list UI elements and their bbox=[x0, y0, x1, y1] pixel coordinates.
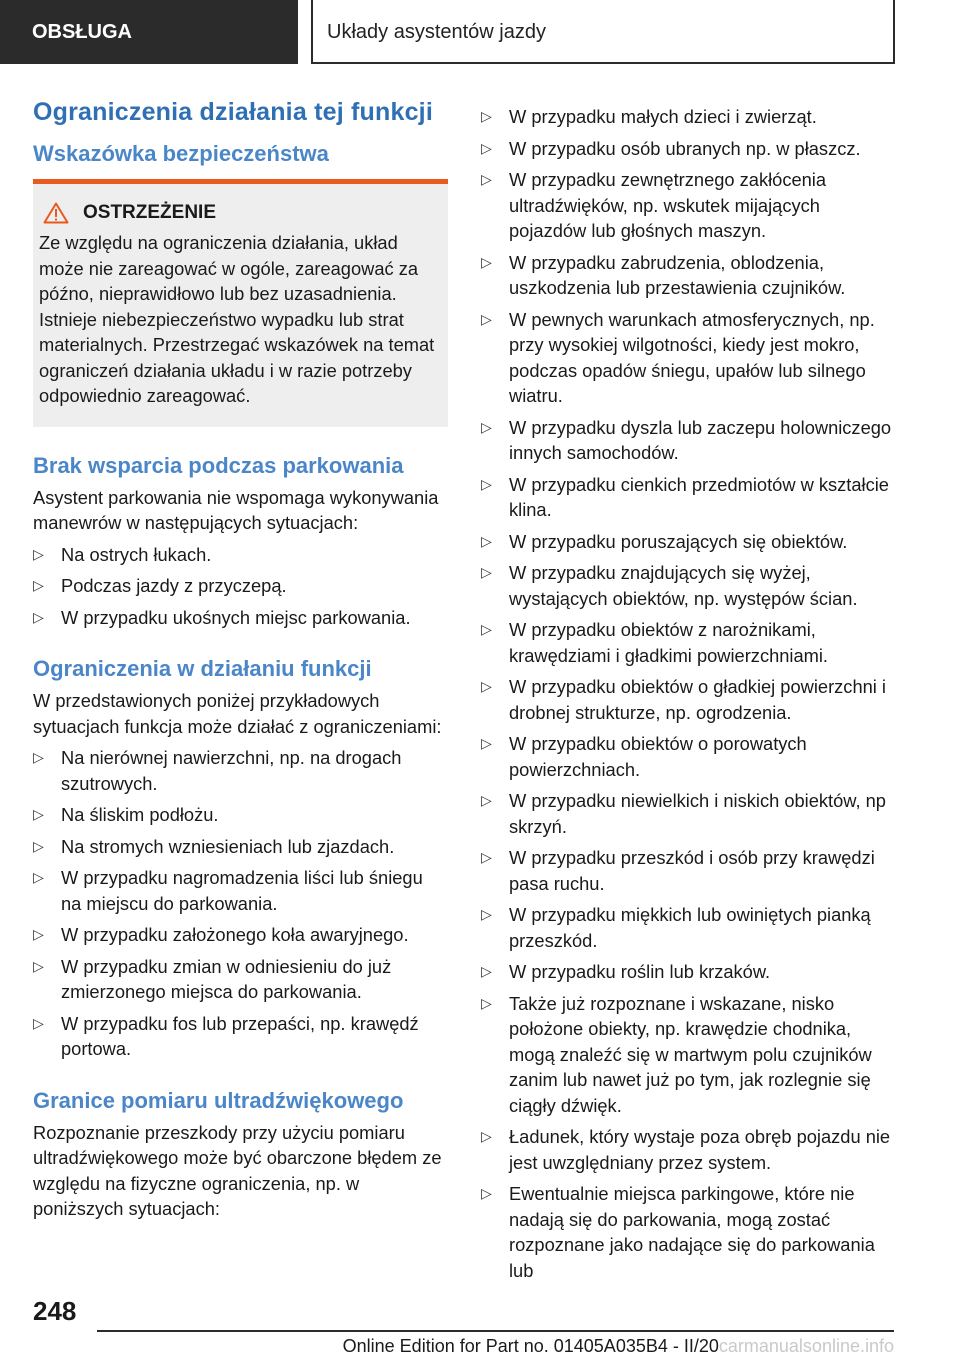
triangle-right-icon: ▷ bbox=[33, 1014, 44, 1031]
parking-heading: Brak wsparcia podczas parkowania bbox=[33, 452, 404, 478]
list-item-text: W pewnych warunkach atmosferycznych, np. przy wysokiej wilgotności, kiedy jest mokro, podczas opadów śniegu, upałów lub silnego wiatru. bbox=[509, 308, 875, 406]
ultrasonic-heading: Granice pomiaru ultradźwiękowego bbox=[33, 1087, 404, 1113]
triangle-right-icon: ▷ bbox=[33, 869, 44, 885]
list-item bbox=[33, 922, 448, 948]
list-item-text: W przypadku osób ubranych np. w płaszcz. bbox=[509, 137, 861, 159]
list-item-text: W przypadku znajdujących się wyżej, wystających obiektów, np. występów ścian. bbox=[509, 562, 858, 609]
section-title: Ograniczenia działania tej funkcji bbox=[33, 98, 433, 126]
list-item-text: W przypadku obiektów o porowatych powierzchniach. bbox=[509, 733, 807, 780]
list-item-text: W przypadku zabrudzenia, oblodzenia, uszkodzenia lub przestawienia czujników. bbox=[509, 251, 846, 298]
safety-heading: Wskazówka bezpieczeństwa bbox=[33, 141, 329, 166]
triangle-right-icon: ▷ bbox=[481, 564, 492, 580]
triangle-right-icon: ▷ bbox=[481, 1185, 492, 1201]
warning-title bbox=[39, 202, 440, 224]
list-item bbox=[481, 167, 894, 244]
warning-text: Ze względu na ograniczenia działania, układ może nie zareagować w ogóle, zareagować za późno, nieprawidłowo lub bez uzasadnienia. Istnieje niebezpieczeństwo wypadku lub strat materialnych. Przestrzegać wskazówek na temat ograniczeń działania układu i w razie potrzeby odpowiednio zareagować. bbox=[39, 232, 435, 406]
list-item-text: W przypadku obiektów z narożnikami, krawędziami i gładkimi powierzchniami. bbox=[509, 619, 829, 666]
limits-list bbox=[33, 745, 448, 1062]
list-item-text: Na śliskim podłożu. bbox=[61, 804, 219, 825]
list-item-text: Na stromych wzniesieniach lub zjazdach. bbox=[61, 835, 395, 857]
triangle-right-icon: ▷ bbox=[33, 837, 44, 854]
list-item bbox=[481, 472, 894, 523]
list-item-text: W przypadku zmian w odniesieniu do już zmierzonego miejsca do parkowania. bbox=[61, 955, 392, 1002]
warning-triangle-icon bbox=[43, 202, 69, 224]
list-item-text: W przypadku przeszkód i osób przy krawędzi pasa ruchu. bbox=[509, 847, 875, 894]
list-item bbox=[481, 104, 894, 130]
limits-intro: W przedstawionych poniżej przykładowych sytuacjach funkcja może działać z ograniczeniami: bbox=[33, 690, 442, 737]
list-item-text: Także już rozpoznane i wskazane, nisko położone obiekty, np. krawędzie chodnika, mogą znaleźć się w martwym polu czujników zanim lub nawet już po tym, jak rozlegnie się ciągły dźwięk. bbox=[509, 992, 872, 1116]
triangle-right-icon: ▷ bbox=[481, 532, 492, 549]
header-chapter-label: Układy asystentów jazdy bbox=[327, 21, 546, 43]
list-item bbox=[481, 307, 894, 409]
list-item-text: W przypadku poruszających się obiektów. bbox=[509, 530, 848, 552]
list-item-text: W przypadku ukośnych miejsc parkowania. bbox=[61, 606, 411, 628]
triangle-right-icon: ▷ bbox=[481, 418, 492, 435]
triangle-right-icon: ▷ bbox=[481, 1128, 492, 1144]
warning-box bbox=[33, 179, 448, 427]
header-section-label: OBSŁUGA bbox=[32, 21, 132, 43]
list-item bbox=[481, 415, 894, 466]
parking-list bbox=[33, 542, 448, 631]
page-number: 248 bbox=[33, 1296, 77, 1326]
triangle-right-icon: ▷ bbox=[33, 806, 44, 822]
list-item bbox=[481, 1181, 894, 1283]
list-item-text: W przypadku obiektów o gładkiej powierzchni i drobnej strukturze, np. ogrodzenia. bbox=[509, 676, 886, 723]
list-item bbox=[481, 902, 894, 953]
list-item bbox=[481, 959, 894, 985]
ultrasonic-list bbox=[481, 104, 894, 1283]
ultrasonic-intro: Rozpoznanie przeszkody przy użyciu pomiaru ultradźwiękowego może być obarczone błędem ze względu na fizyczne ograniczenia, np. w poniższych sytuacjach: bbox=[33, 1121, 442, 1219]
list-item bbox=[481, 529, 894, 555]
triangle-right-icon: ▷ bbox=[481, 963, 492, 979]
list-item bbox=[481, 250, 894, 301]
triangle-right-icon: ▷ bbox=[33, 577, 44, 593]
list-item bbox=[33, 802, 448, 828]
triangle-right-icon: ▷ bbox=[481, 310, 492, 327]
parking-intro: Asystent parkowania nie wspomaga wykonywania manewrów w następujących sytuacjach: bbox=[33, 486, 439, 533]
list-item bbox=[33, 542, 448, 568]
triangle-right-icon: ▷ bbox=[481, 475, 492, 492]
list-item bbox=[33, 605, 448, 631]
triangle-right-icon: ▷ bbox=[481, 253, 492, 270]
list-item bbox=[481, 136, 894, 162]
list-item-text: Na nierównej nawierzchni, np. na drogach szutrowych. bbox=[61, 747, 402, 794]
list-item bbox=[33, 1011, 448, 1062]
triangle-right-icon: ▷ bbox=[481, 108, 492, 124]
list-item-text: W przypadku zewnętrznego zakłócenia ultradźwięków, np. wskutek mijających pojazdów lub głośnych maszyn. bbox=[509, 169, 827, 241]
list-item-text: W przypadku założonego koła awaryjnego. bbox=[61, 924, 409, 945]
list-item-text: Ładunek, który wystaje poza obręb pojazdu nie jest uwzględniany przez system. bbox=[509, 1126, 891, 1173]
list-item bbox=[481, 788, 894, 839]
list-item bbox=[481, 560, 894, 611]
triangle-right-icon: ▷ bbox=[33, 545, 44, 562]
edition-text: Online Edition for Part no. 01405A035B4 - II/20 bbox=[342, 1336, 719, 1356]
list-item-text: W przypadku cienkich przedmiotów w kształcie klina. bbox=[509, 473, 889, 520]
right-column bbox=[481, 104, 894, 1289]
triangle-right-icon: ▷ bbox=[481, 678, 492, 694]
list-item-text: W przypadku nagromadzenia liści lub śniegu na miejscu do parkowania. bbox=[61, 867, 423, 914]
list-item bbox=[481, 991, 894, 1119]
triangle-right-icon: ▷ bbox=[481, 994, 492, 1011]
watermark: carmanualsonline.info bbox=[718, 1336, 894, 1356]
triangle-right-icon: ▷ bbox=[481, 792, 492, 808]
list-item bbox=[33, 834, 448, 860]
footer-edition bbox=[343, 1336, 894, 1357]
list-item bbox=[33, 865, 448, 916]
list-item-text: W przypadku roślin lub krzaków. bbox=[509, 961, 771, 982]
list-item-text: W przypadku niewielkich i niskich obiektów, np skrzyń. bbox=[509, 790, 886, 837]
list-item bbox=[33, 954, 448, 1005]
triangle-right-icon: ▷ bbox=[481, 735, 492, 751]
list-item-text: Ewentualnie miejsca parkingowe, które nie nadają się do parkowania, mogą zostać rozpoznane jako nadające się do parkowania lub bbox=[509, 1183, 875, 1281]
triangle-right-icon: ▷ bbox=[481, 621, 492, 637]
list-item bbox=[481, 1124, 894, 1175]
triangle-right-icon: ▷ bbox=[481, 906, 492, 922]
list-item bbox=[481, 845, 894, 896]
header-section bbox=[0, 0, 298, 64]
left-column bbox=[33, 98, 448, 1222]
warning-label: OSTRZEŻENIE bbox=[83, 202, 217, 223]
triangle-right-icon: ▷ bbox=[33, 957, 44, 974]
list-item-text: W przypadku małych dzieci i zwierząt. bbox=[509, 106, 817, 127]
triangle-right-icon: ▷ bbox=[33, 926, 44, 942]
triangle-right-icon: ▷ bbox=[481, 849, 492, 865]
list-item-text: W przypadku miękkich lub owiniętych pianką przeszkód. bbox=[509, 904, 871, 951]
triangle-right-icon: ▷ bbox=[481, 171, 492, 187]
list-item-text: W przypadku dyszla lub zaczepu holowniczego innych samochodów. bbox=[509, 416, 892, 463]
triangle-right-icon: ▷ bbox=[33, 749, 44, 765]
list-item bbox=[33, 745, 448, 796]
header-chapter bbox=[311, 0, 895, 64]
triangle-right-icon: ▷ bbox=[481, 139, 492, 156]
triangle-right-icon: ▷ bbox=[33, 608, 44, 625]
list-item bbox=[33, 573, 448, 599]
list-item bbox=[481, 617, 894, 668]
list-item-text: W przypadku fos lub przepaści, np. krawędź portowa. bbox=[61, 1012, 419, 1059]
limits-heading: Ograniczenia w działaniu funkcji bbox=[33, 656, 372, 681]
list-item-text: Na ostrych łukach. bbox=[61, 543, 212, 565]
list-item bbox=[481, 674, 894, 725]
list-item-text: Podczas jazdy z przyczepą. bbox=[61, 575, 287, 596]
list-item bbox=[481, 731, 894, 782]
footer-divider bbox=[97, 1330, 894, 1332]
